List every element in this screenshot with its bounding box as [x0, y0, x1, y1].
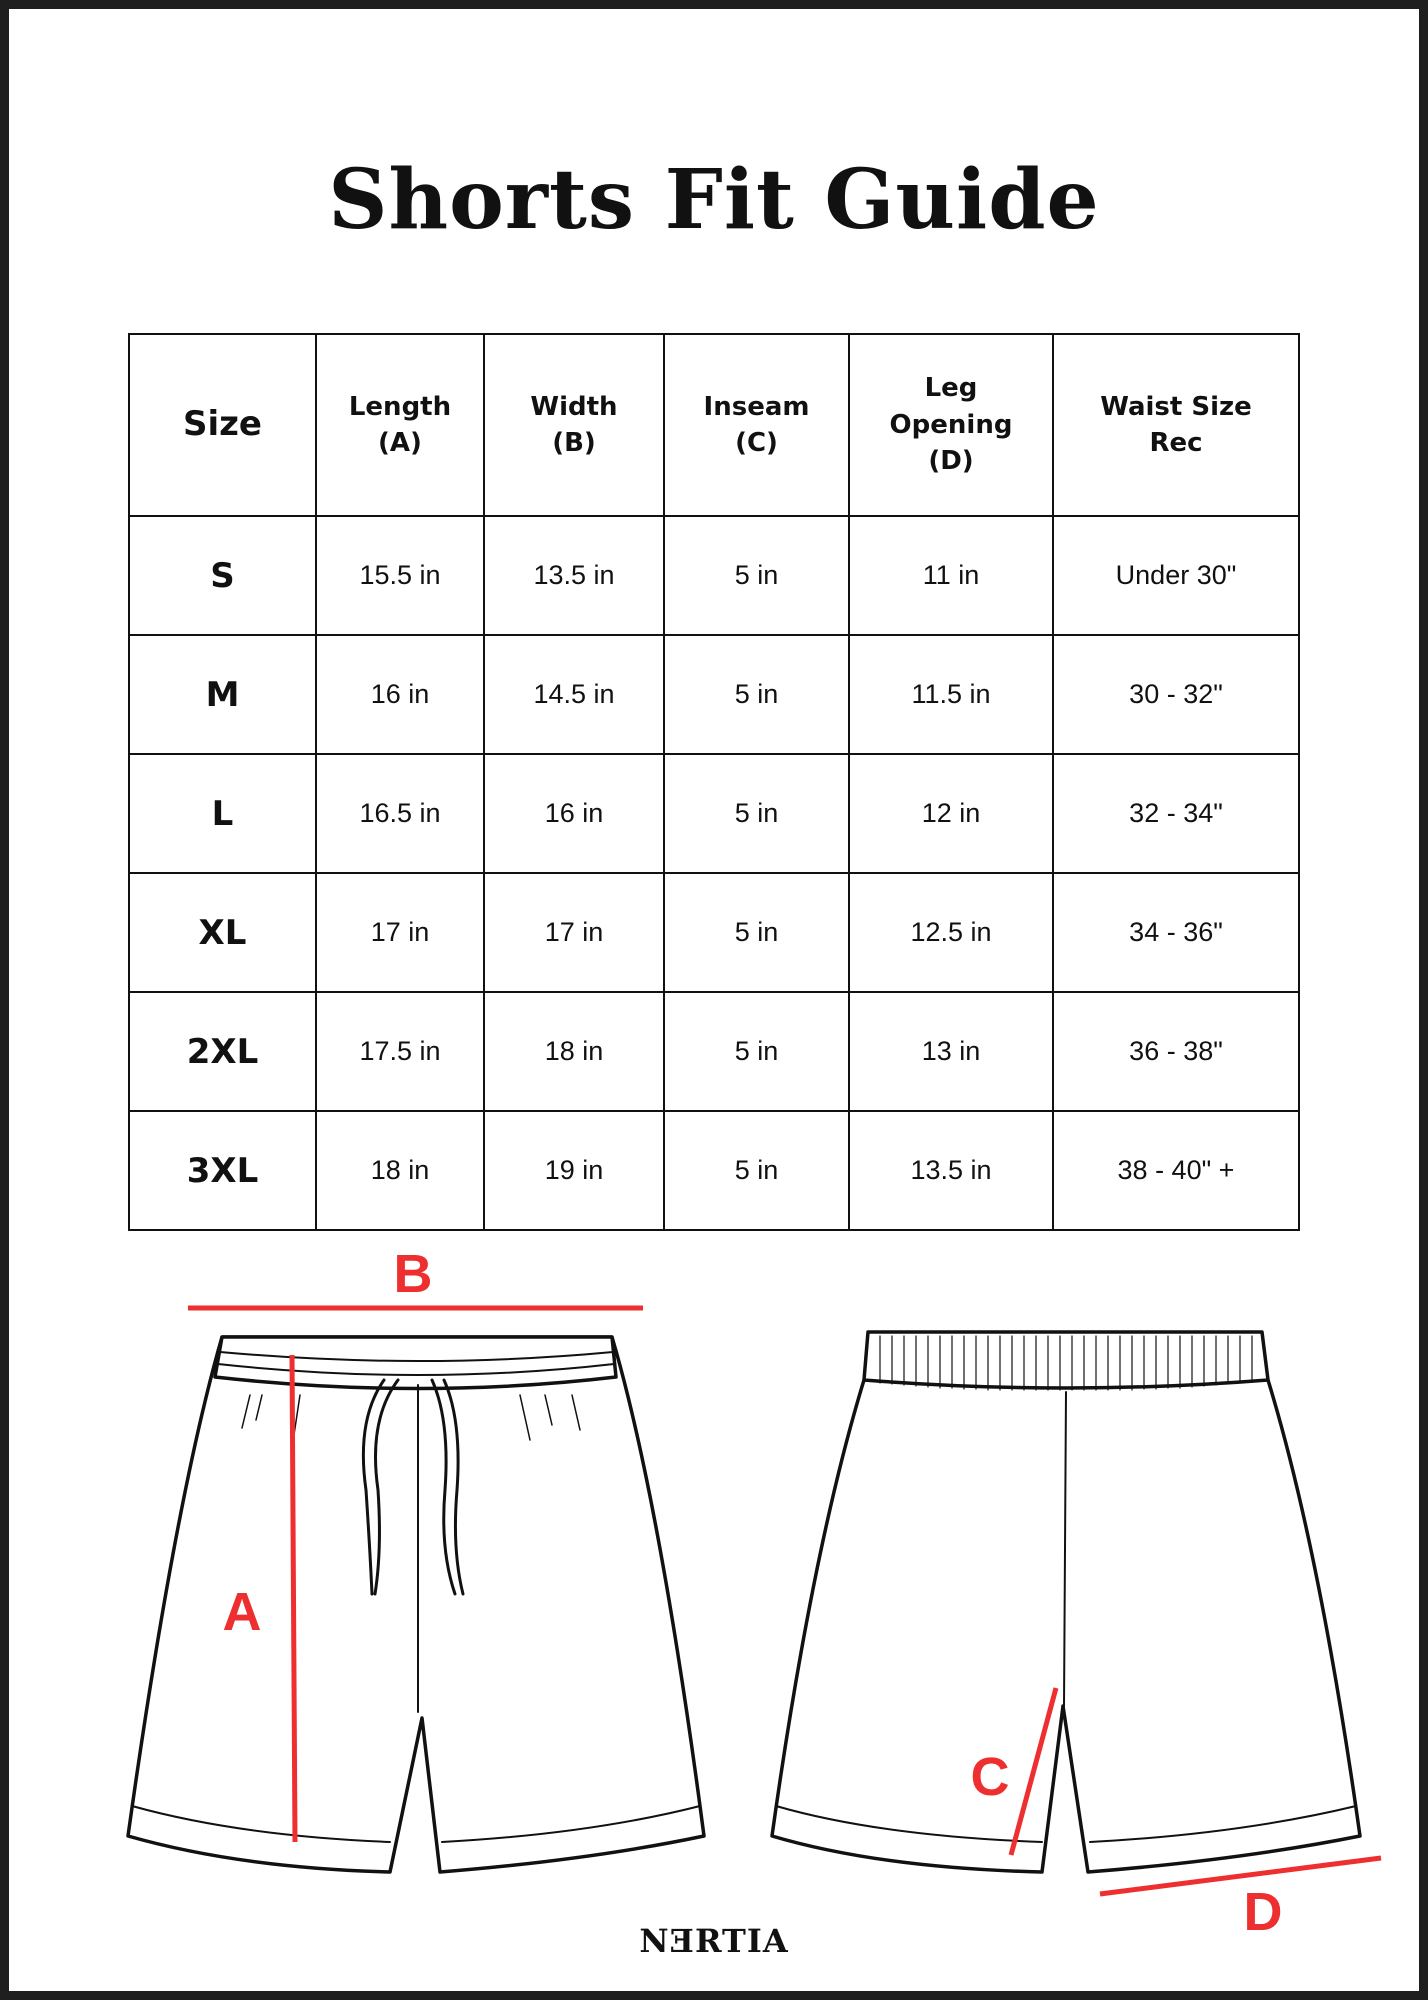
leg-opening-cell: 13 in	[849, 992, 1053, 1111]
length-cell: 16 in	[316, 635, 484, 754]
inseam-cell: 5 in	[664, 635, 849, 754]
label-b: B	[393, 1244, 433, 1304]
table-row	[129, 635, 1299, 754]
leg-opening-cell: 12 in	[849, 754, 1053, 873]
header-inseam: Inseam (C)	[664, 334, 849, 516]
size-cell: L	[129, 754, 316, 873]
back-shorts-illustration	[772, 1332, 1360, 1872]
page-title: Shorts Fit Guide	[328, 152, 1100, 248]
width-cell: 17 in	[484, 873, 664, 992]
table-row	[129, 1111, 1299, 1230]
inseam-cell: 5 in	[664, 516, 849, 635]
waist-cell: 34 - 36"	[1053, 873, 1299, 992]
size-cell: XL	[129, 873, 316, 992]
leg-opening-cell: 12.5 in	[849, 873, 1053, 992]
waist-cell: 36 - 38"	[1053, 992, 1299, 1111]
length-cell: 18 in	[316, 1111, 484, 1230]
size-chart-table	[128, 333, 1300, 1231]
leg-opening-cell: 11 in	[849, 516, 1053, 635]
width-cell: 18 in	[484, 992, 664, 1111]
table-row	[129, 516, 1299, 635]
measure-line-a	[292, 1355, 295, 1842]
leg-opening-cell: 13.5 in	[849, 1111, 1053, 1230]
size-cell: 3XL	[129, 1111, 316, 1230]
inseam-cell: 5 in	[664, 992, 849, 1111]
table-header-row	[129, 334, 1299, 516]
waist-cell: Under 30"	[1053, 516, 1299, 635]
waist-cell: 30 - 32"	[1053, 635, 1299, 754]
label-c: C	[970, 1747, 1010, 1807]
inseam-cell: 5 in	[664, 873, 849, 992]
front-waistband	[215, 1337, 616, 1389]
header-width: Width (B)	[484, 334, 664, 516]
header-size: Size	[129, 334, 316, 516]
length-cell: 17.5 in	[316, 992, 484, 1111]
width-cell: 16 in	[484, 754, 664, 873]
waist-cell: 38 - 40" +	[1053, 1111, 1299, 1230]
back-waistband	[864, 1332, 1268, 1388]
length-cell: 15.5 in	[316, 516, 484, 635]
header-length: Length (A)	[316, 334, 484, 516]
table-row	[129, 873, 1299, 992]
front-shorts-body	[128, 1337, 704, 1872]
width-cell: 19 in	[484, 1111, 664, 1230]
inseam-cell: 5 in	[664, 1111, 849, 1230]
leg-opening-cell: 11.5 in	[849, 635, 1053, 754]
size-cell: M	[129, 635, 316, 754]
inseam-cell: 5 in	[664, 754, 849, 873]
length-cell: 17 in	[316, 873, 484, 992]
size-cell: 2XL	[129, 992, 316, 1111]
waist-cell: 32 - 34"	[1053, 754, 1299, 873]
length-cell: 16.5 in	[316, 754, 484, 873]
header-waist-size: Waist Size Rec	[1053, 334, 1299, 516]
brand-logo: NƎRTIA	[639, 1922, 789, 1960]
label-d: D	[1243, 1882, 1283, 1942]
width-cell: 14.5 in	[484, 635, 664, 754]
width-cell: 13.5 in	[484, 516, 664, 635]
header-leg-opening: Leg Opening (D)	[849, 334, 1053, 516]
size-cell: S	[129, 516, 316, 635]
table-row	[129, 992, 1299, 1111]
table-row	[129, 754, 1299, 873]
label-a: A	[222, 1582, 262, 1642]
front-shorts-illustration	[128, 1337, 704, 1872]
